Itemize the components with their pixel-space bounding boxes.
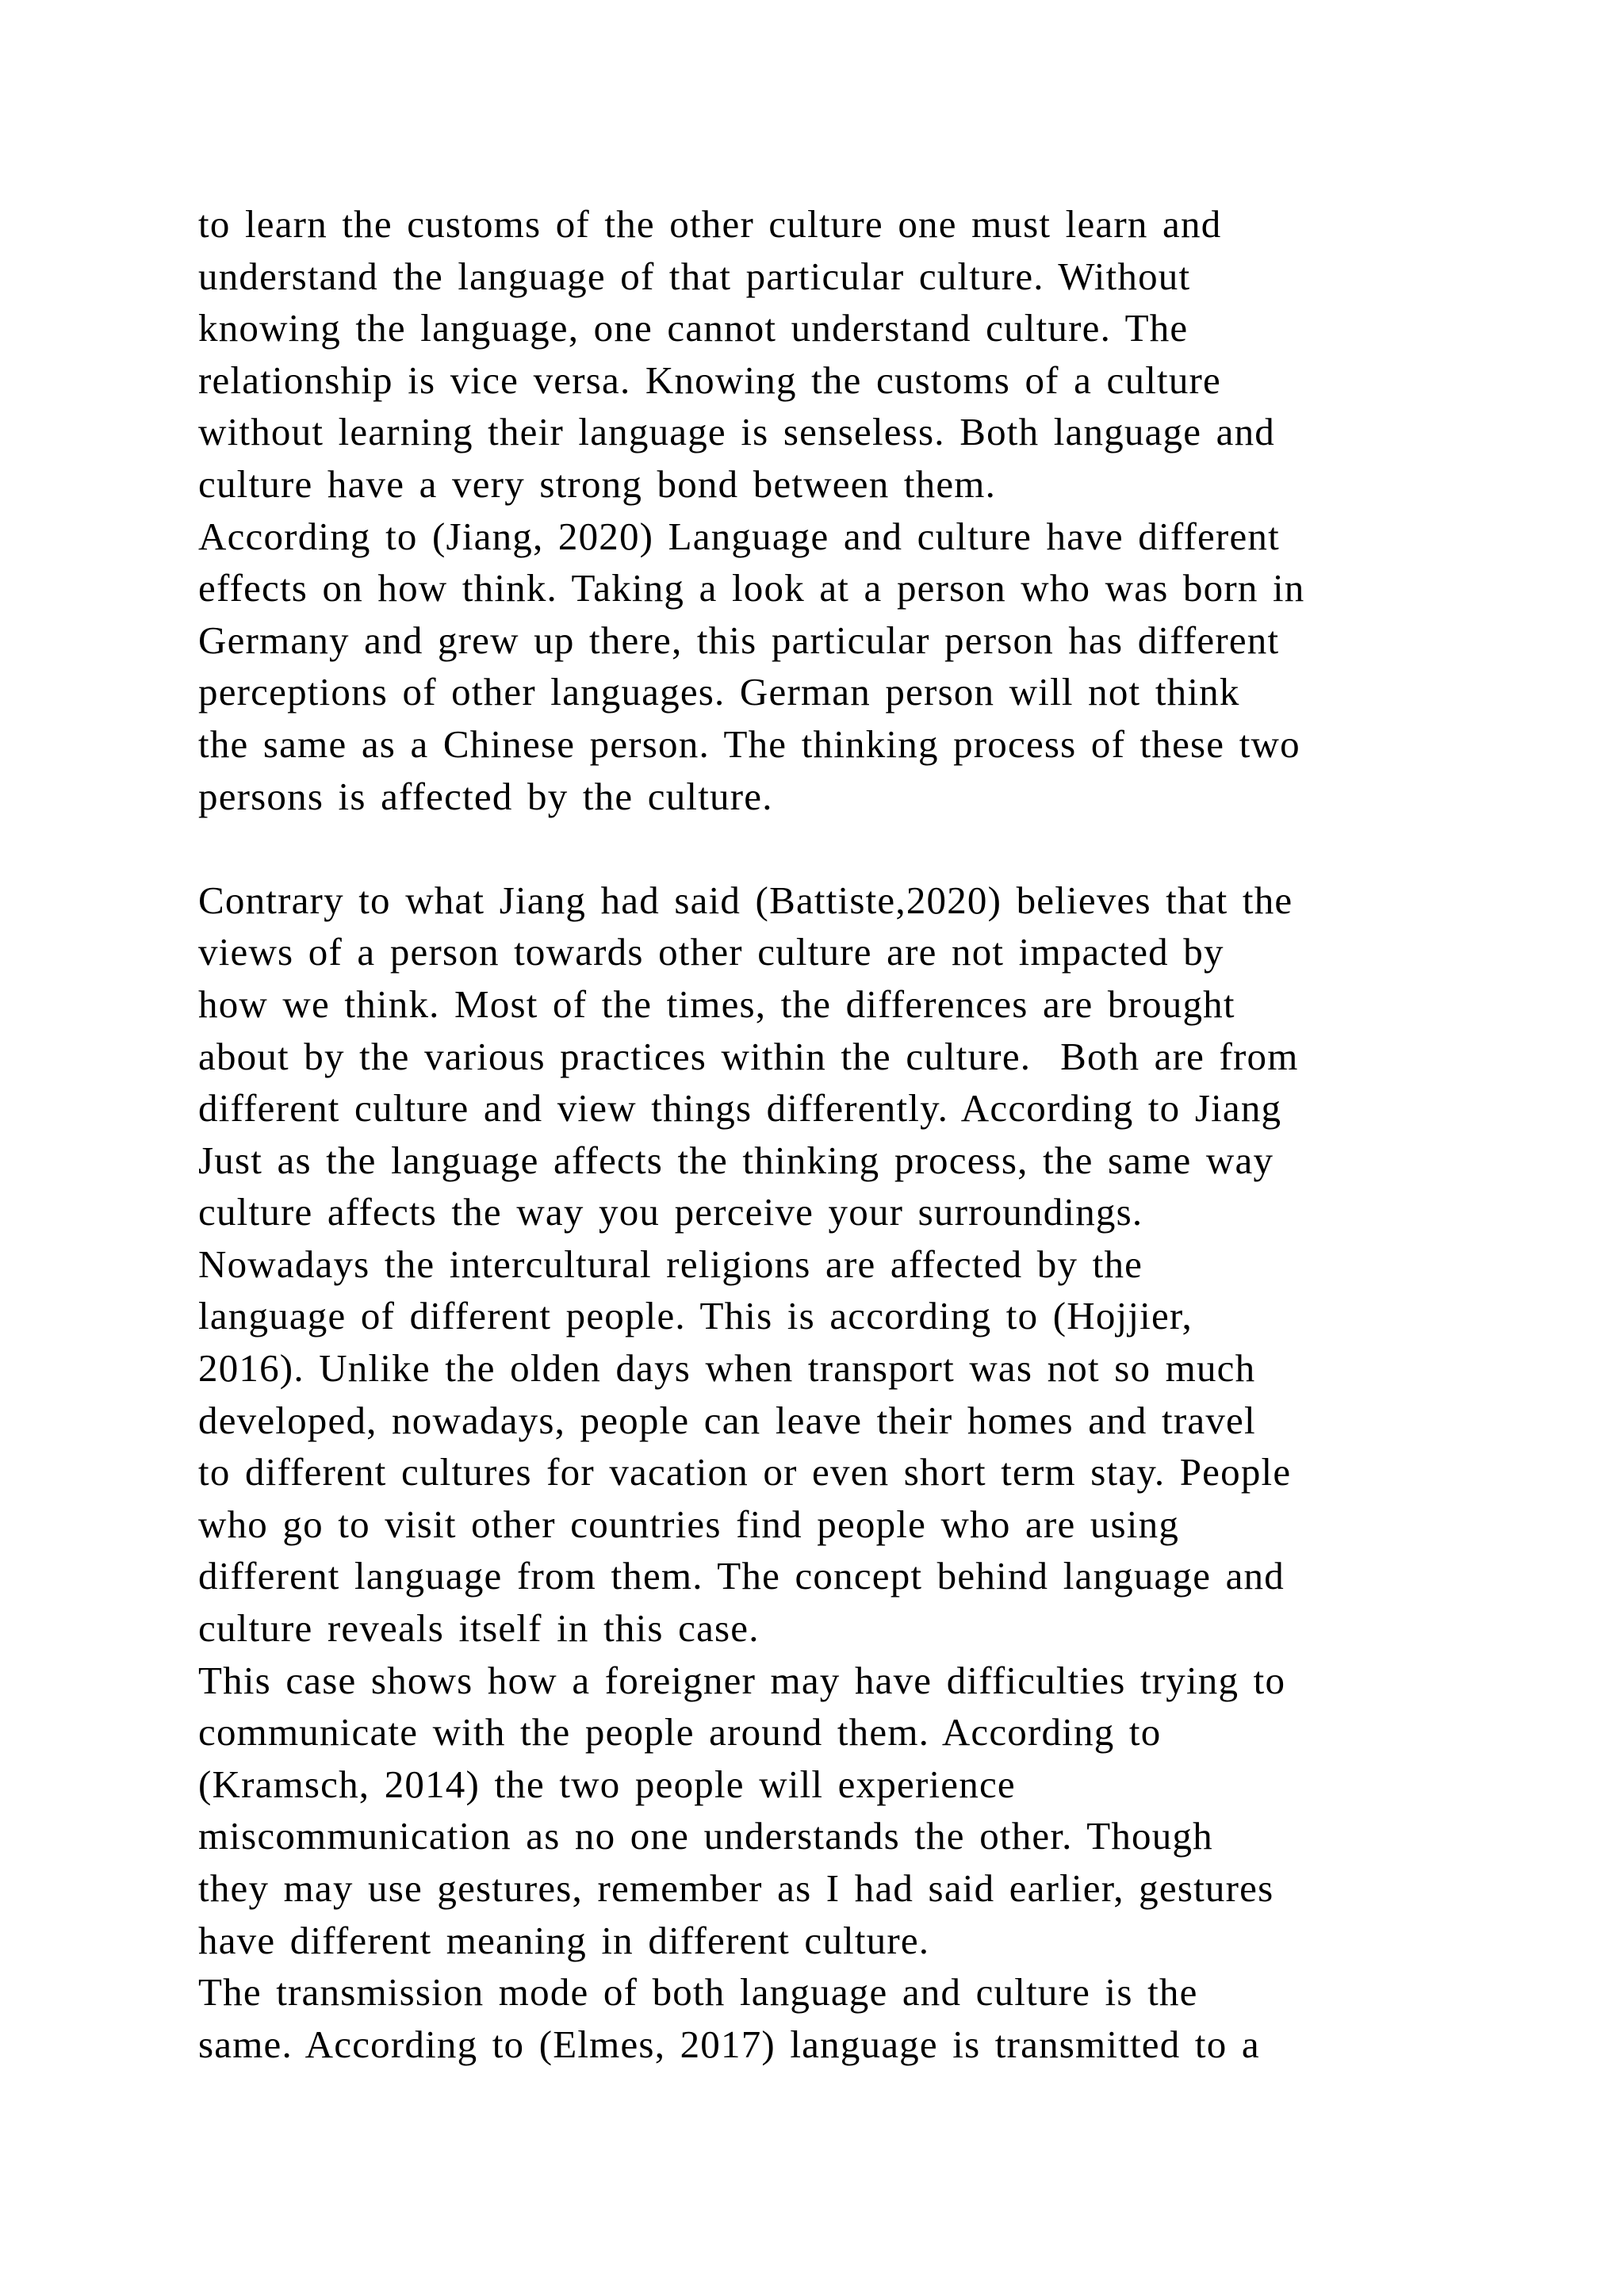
text-line: (Kramsch, 2014) the two people will experience: [198, 1762, 1016, 1806]
text-line: they may use gestures, remember as I had said earlier, gestures: [198, 1866, 1274, 1910]
text-line: to different cultures for vacation or even short term stay. People: [198, 1450, 1292, 1494]
text-line: culture reveals itself in this case.: [198, 1606, 760, 1651]
text-line: understand the language of that particular culture. Without: [198, 254, 1191, 298]
text-line: who go to visit other countries find people who are using: [198, 1502, 1180, 1546]
text-line: different culture and view things differently. According to Jiang: [198, 1086, 1282, 1131]
text-line: communicate with the people around them. According to: [198, 1710, 1162, 1755]
text-line: perceptions of other languages. German person will not think: [198, 670, 1240, 714]
body-text: [198, 198, 1467, 2070]
text-line: knowing the language, one cannot understand culture. The: [198, 306, 1189, 350]
text-line: miscommunication as no one understands the other. Though: [198, 1814, 1213, 1858]
text-line: developed, nowadays, people can leave their homes and travel: [198, 1398, 1256, 1442]
text-line: language of different people. This is according to (Hojjier,: [198, 1294, 1193, 1338]
text-line: This case shows how a foreigner may have difficulties trying to: [198, 1658, 1286, 1702]
text-line: According to (Jiang, 2020) Language and culture have different: [198, 514, 1280, 558]
text-line: about by the various practices within the culture. Both are from: [198, 1034, 1299, 1078]
text-line: culture affects the way you perceive your surroundings.: [198, 1190, 1143, 1234]
text-line: without learning their language is senseless. Both language and: [198, 410, 1275, 454]
text-line: culture have a very strong bond between them.: [198, 461, 997, 506]
text-line: persons is affected by the culture.: [198, 774, 773, 818]
text-line: Just as the language affects the thinking process, the same way: [198, 1138, 1274, 1182]
text-line: effects on how think. Taking a look at a person who was born in: [198, 566, 1305, 610]
text-line: how we think. Most of the times, the differences are brought: [198, 982, 1235, 1026]
text-line: Nowadays the intercultural religions are affected by the: [198, 1242, 1143, 1286]
text-line: the same as a Chinese person. The thinking process of these two: [198, 721, 1300, 766]
text-line: The transmission mode of both language and culture is the: [198, 1970, 1198, 2015]
text-line: different language from them. The concept behind language and: [198, 1554, 1285, 1598]
paragraph-gap: [198, 822, 1467, 874]
text-line: relationship is vice versa. Knowing the customs of a culture: [198, 358, 1221, 402]
text-line: to learn the customs of the other culture one must learn and: [198, 202, 1222, 246]
text-line: Contrary to what Jiang had said (Battiste,2020) believes that the: [198, 878, 1293, 922]
text-line: 2016). Unlike the olden days when transport was not so much: [198, 1346, 1256, 1391]
text-line: same. According to (Elmes, 2017) language is transmitted to a: [198, 2022, 1260, 2066]
text-line: have different meaning in different culture.: [198, 1918, 930, 1962]
text-line: views of a person towards other culture are not impacted by: [198, 930, 1224, 974]
text-line: Germany and grew up there, this particular person has different: [198, 618, 1280, 662]
